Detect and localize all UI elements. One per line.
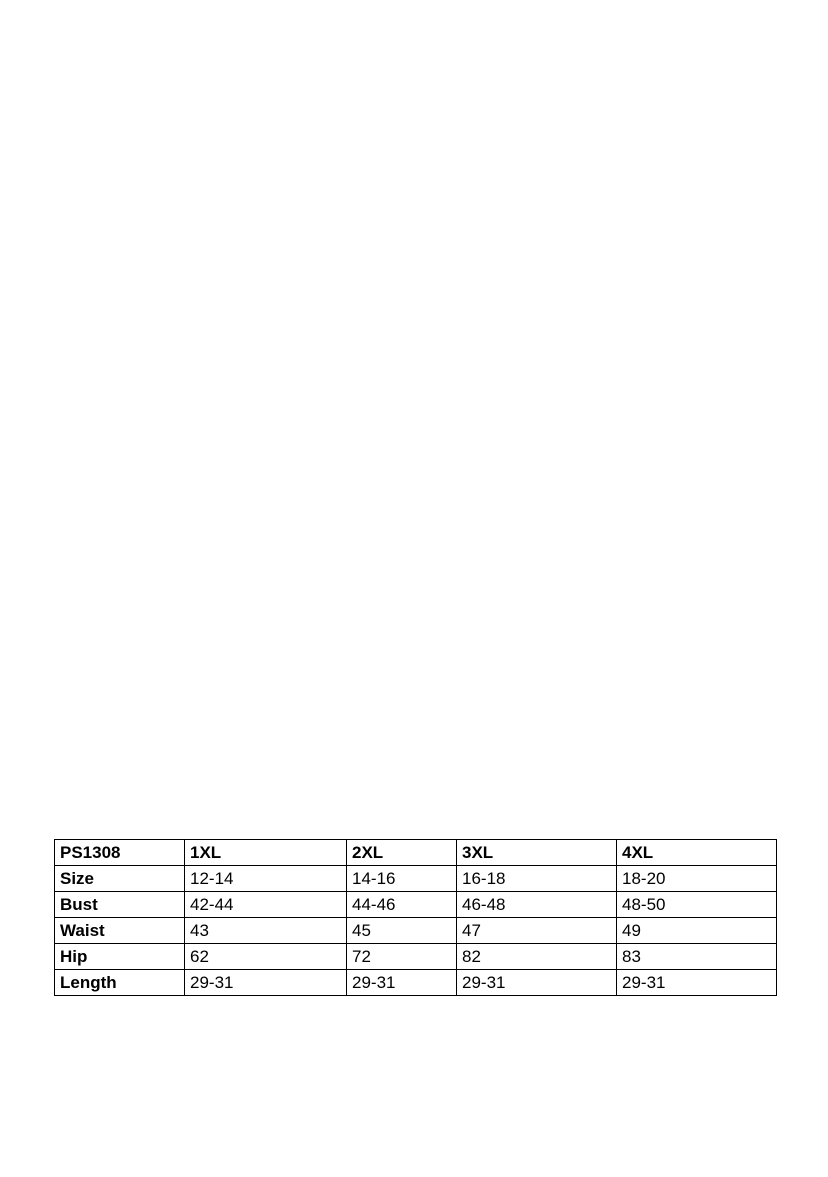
table-cell: 46-48	[457, 892, 617, 918]
row-label-length: Length	[55, 970, 185, 996]
table-cell: 16-18	[457, 866, 617, 892]
product-code-cell: PS1308	[55, 840, 185, 866]
table-cell: 29-31	[185, 970, 347, 996]
table-cell: 12-14	[185, 866, 347, 892]
row-label-bust: Bust	[55, 892, 185, 918]
table-cell: 29-31	[617, 970, 777, 996]
table-cell: 45	[347, 918, 457, 944]
table-cell: 47	[457, 918, 617, 944]
row-label-waist: Waist	[55, 918, 185, 944]
table-cell: 42-44	[185, 892, 347, 918]
table-cell: 29-31	[457, 970, 617, 996]
table-cell: 44-46	[347, 892, 457, 918]
table-header-row	[55, 840, 777, 866]
table-cell: 18-20	[617, 866, 777, 892]
table-cell: 62	[185, 944, 347, 970]
table-cell: 83	[617, 944, 777, 970]
table-cell: 29-31	[347, 970, 457, 996]
table-row	[55, 944, 777, 970]
column-header-1xl: 1XL	[185, 840, 347, 866]
column-header-2xl: 2XL	[347, 840, 457, 866]
table-cell: 72	[347, 944, 457, 970]
row-label-size: Size	[55, 866, 185, 892]
table-row	[55, 866, 777, 892]
table-cell: 48-50	[617, 892, 777, 918]
table-row	[55, 918, 777, 944]
table-row	[55, 970, 777, 996]
table-cell: 49	[617, 918, 777, 944]
table-row	[55, 892, 777, 918]
table-cell: 43	[185, 918, 347, 944]
table-cell: 82	[457, 944, 617, 970]
table-cell: 14-16	[347, 866, 457, 892]
column-header-4xl: 4XL	[617, 840, 777, 866]
column-header-3xl: 3XL	[457, 840, 617, 866]
size-chart-table	[54, 839, 777, 996]
row-label-hip: Hip	[55, 944, 185, 970]
